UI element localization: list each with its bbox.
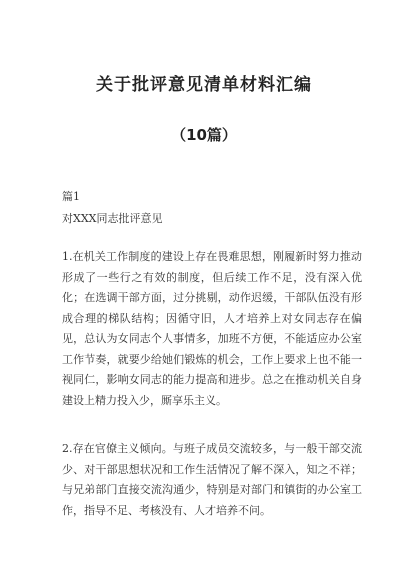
document-title: 关于批评意见清单材料汇编: [96, 75, 312, 95]
paragraph-1: 1.在机关工作制度的建设上存在畏难思想，刚履新时努力推动形成了一些行之有效的制度，但后续工作不足，没有深入优化；在选调干部方面，过分挑剔，动作迟缓，干部队伍没有形成合理的梯队结构；因循守旧，人才培养上对女同志存在偏见，总认为女同志个人事情多，加班不方便，不能适应办公室工作节奏，就要少给她们锻炼的机会，工作上要求上也不能一视同仁，影响女同志的能力提高和进步。总之在推动机关自身建设上精力投入少，厮享乐主义。: [62, 250, 362, 407]
section-label: 篇1: [62, 190, 80, 203]
section-heading: 对XXX同志批评意见: [62, 212, 163, 225]
paragraph-2: 2.存在官僚主义倾向。与班子成员交流较多，与一般干部交流少、对干部思想状况和工作生活情况了解不深入，知之不祥；与兄弟部门直接交流沟通少，特别是对部门和镇街的办公室工作，指导不足、考核没有、人才培养不问。: [62, 442, 362, 517]
document-subtitle: （10篇）: [171, 126, 237, 144]
